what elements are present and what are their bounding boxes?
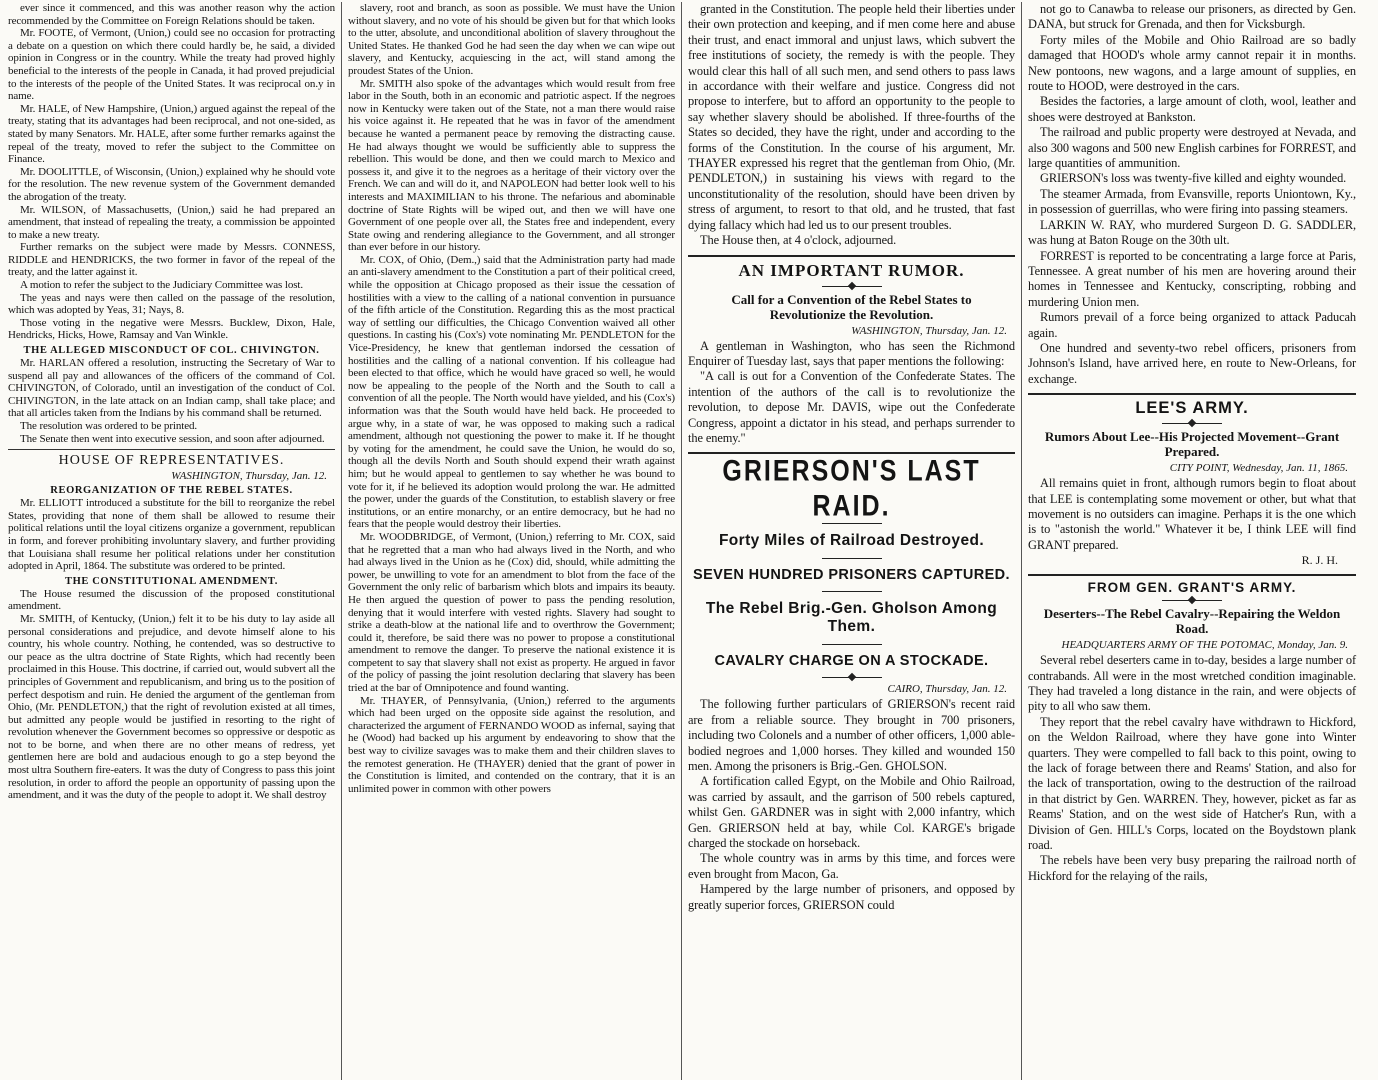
headline-deck: SEVEN HUNDRED PRISONERS CAPTURED. [693,567,1010,584]
article-paragraph: Besides the factories, a large amount of cloth, wool, leather and shoes were destroyed at Bankston. [1028,94,1356,124]
article-paragraph: LARKIN W. RAY, who murdered Surgeon D. G. SADDLER, was hung at Baton Rouge on the 30th ult. [1028,217,1356,248]
headline-deck: The Rebel Brig.-Gen. Gholson Among Them. [705,600,998,636]
article-paragraph: A motion to refer the subject to the Judiciary Committee was lost. [20,279,304,292]
article-paragraph: The House then, at 4 o'clock, adjourned. [700,233,897,248]
headline-deck: CAVALRY CHARGE ON A STOCKADE. [714,653,989,670]
article-paragraph: A gentleman in Washington, who has seen the Richmond Enquirer of Tuesday last, says that paper mentions the following: [688,338,1015,368]
article-paragraph: The Senate then went into executive session, and soon after adjourned. [20,432,325,445]
headline-deck: Rumors About Lee--His Projected Movement--Grant Prepared. [1044,429,1340,460]
article-paragraph: The following further particulars of GRIERSON's recent raid are from a reliable source. They brought in 700 prisoners, including two Colonels and a number of other officers, 1,000 able-bodied negroes and 1,000 horses. They killed and wounded 150 men. Among the prisoners is Brig.-Gen. GHOLSON. [688,697,1015,773]
deck-separator [822,644,882,645]
section-subheading: REORGANIZATION OF THE REBEL STATES. [50,485,293,497]
ornament-separator [1162,600,1222,601]
article-paragraph: The whole country was in arms by this time, and forces were even brought from Macon, Ga. [688,851,1015,881]
article-paragraph: slavery, root and branch, as soon as possible. We must have the Union without slavery, and no vote of his should be given but for that which looks to the utter, absolute, and unconditional abolition of slavery throughout the United States. He thanked God he had seen the day when we can wipe out slavery, and Kentucky, acquiescing in the act, will stand among the proudest States of the Union. [348,2,675,77]
article-paragraph: A fortification called Egypt, on the Mobile and Ohio Railroad, was carried by assault, and the garrison of 500 rebels captured, whilst Gen. GARDNER was in sight with 2,000 infantry, which Gen. GRIERSON held at bay, while Col. KARGE's brigade charged the stockade on horseback. [688,774,1015,850]
deck-separator [822,591,882,592]
article-headline: FROM GEN. GRANT'S ARMY. [1087,580,1297,596]
dateline: HEADQUARTERS ARMY OF THE POTOMAC, Monday, Jan. 9. [1061,639,1348,652]
article-paragraph: Hampered by the large number of prisoners, and opposed by greatly superior forces, GRIERSON could [688,882,1015,912]
article-headline: LEE'S ARMY. [1135,399,1249,418]
column-3 [682,2,1022,1080]
article-paragraph: GRIERSON's loss was twenty-five killed and eighty wounded. [1040,171,1347,186]
article-paragraph: The resolution was ordered to be printed. [20,420,198,432]
article-paragraph: Those voting in the negative were Messrs. Bucklew, Dixon, Hale, Hendricks, Hicks, Howe, Ramsay and Van Winkle. [8,316,335,342]
deck-separator [822,523,882,524]
column-rule [1028,574,1356,576]
article-paragraph: The steamer Armada, from Evansville, reports Uniontown, Ky., in possession of guerrillas, who were firing into passing steamers. [1028,186,1356,217]
section-subheading: THE ALLEGED MISCONDUCT OF COL. CHIVINGTON. [23,345,320,357]
headline-deck: Forty Miles of Railroad Destroyed. [718,532,985,550]
dateline: CAIRO, Thursday, Jan. 12. [887,683,1007,696]
article-paragraph: Mr. HALE, of New Hampshire, (Union,) argued against the repeal of the treaty, stating that its advantages had been reciprocal, and not one-sided, as stated by many Senators. Mr. HALE, after some further remarks against the repeal of the treaty, moved to refer the subject to the Committee on Finance. [8,102,335,166]
article-paragraph: not go to Canawba to release our prisoners, as directed by Gen. DANA, but struck for Grenada, and then for Vicksburgh. [1028,2,1356,32]
headline-deck: Call for a Convention of the Rebel States to Revolutionize the Revolution. [731,291,972,322]
deck-separator [822,558,882,559]
article-paragraph: Mr. SMITH, of Kentucky, (Union,) felt it to be his duty to lay aside all personal considerations and prejudice, and devote himself alone to his country, his whole country. Nothing, he contended, was so destructive to our peace as the ultra doctrine of State Rights, which had recently been proclaimed in this House. This doctrine, if carried out, would subvert all the principles of Government and republicanism, and bring us to the position of perfect despotism and ruin. He denied the argument of the gentleman from Ohio, (Mr. PENDLETON,) that the right of revolution existed at all times, but admitted any people would be justified in resorting to the right of revolution whenever the Government becomes so oppressive or despotic as not to be borne, and when there are no other means of redress, yet gentlemen here are bold and audacious enough to go a step beyond the most ultra Southern fire-eaters. It was the duty of Congress to pass this joint resolution, in order to afford the people an opportunity of passing upon the amendment, and it was the duty of the people to adopt it. We shall destroy [8,612,335,802]
article-paragraph: The railroad and public property were destroyed at Nevada, and also 300 wagons and 500 new English carbines for FORREST, and large quantities of ammunition. [1028,125,1356,171]
article-paragraph: Mr. THAYER, of Pennsylvania, (Union,) referred to the arguments which had been urged on the opposite side against the resolution, and characterized the argument of FERNANDO WOOD as infernal, saying that he (Wood) had backed up his argument by endeavoring to show that the best way to civilize savages was to make them and their children slaves to the remotest generation. He (THAYER) denied that the grant of power in the Constitution is limited, and contended on the contrary, that it is an unlimited power in common with other powers [348,694,675,795]
article-paragraph: The rebels have been very busy preparing the railroad north of Hickford for the relaying of the rails, [1028,853,1356,883]
ornament-separator [822,677,882,678]
ornament-separator [1162,423,1222,424]
dateline: WASHINGTON, Thursday, Jan. 12. [171,470,327,483]
article-headline: AN IMPORTANT RUMOR. [738,260,965,280]
article-paragraph: Several rebel deserters came in to-day, besides a large number of contrabands. All were in the most wretched condition imaginable. They had traveled a long distance in the rain, and were objects of pity to all who saw them. [1028,653,1356,714]
ornament-separator [822,286,882,287]
article-paragraph: FORREST is reported to be concentrating a large force at Paris, Tennessee. A great number of his men are hovering around their homes in Tennessee and Kentucky, conscripting, robbing and murdering Union men. [1028,248,1356,309]
article-paragraph: They report that the rebel cavalry have withdrawn to Hickford, on the Weldon Railroad, where they have gone into Winter quarters. They were compelled to fall back to this point, owing to the lack of forage between there and Reams' Station, and also for the lack of transportation, owing to the destruction of the railroad in that district by Gen. WARREN. They, however, picket as far as Reams' Station, and on the west side of Hatcher's Run, with a Division of Gen. HILL's Corps, located on the Boydstown plank road. [1028,714,1356,853]
article-paragraph: granted in the Constitution. The people held their liberties under their own protection and keeping, and if men come here and abuse their trust, and enact immoral and unjust laws, which subvert the free institutions of society, the remedy is with the people. They would clear this hall of all such men, and send others to pass laws in accordance with their welfare and justice. Congress did not propose to interfere, but to afford an opportunity to the people to say whether slavery should be abolished. If three-fourths of the States so decided, they have the right, under and according to the forms of the Constitution. In the course of his argument, Mr. THAYER expressed his regret that the gentleman from Ohio, (Mr. PENDLETON,) in sustaining his views with regard to the unconstitutionality of the resolution, should have been driven by stress of argument, to resort to that old, and he trusted, that fast dying fallacy which had led us to our present troubles. [688,2,1015,232]
article-paragraph: Mr. WILSON, of Massachusetts, (Union,) said he had prepared an amendment, that instead of repealing the treaty, a commission be appointed to make a new treaty. [8,203,335,241]
article-paragraph: The House resumed the discussion of the proposed constitutional amendment. [8,587,335,613]
article-paragraph: "A call is out for a Convention of the Confederate States. The intention of the authors of the call is to revolutionize the revolution, to depose Mr. DAVIS, wipe out the Confederate Congress, appoint a dictator in his stead, and perhaps surrender to the enemy." [688,369,1015,445]
column-rule [688,255,1015,257]
section-subheading: THE CONSTITUTIONAL AMENDMENT. [65,575,278,587]
column-2 [342,2,682,1080]
article-paragraph: Rumors prevail of a force being organized to attack Paducah again. [1028,310,1356,340]
headline-deck: Deserters--The Rebel Cavalry--Repairing the Weldon Road. [1043,606,1341,637]
article-paragraph: Mr. ELLIOTT introduced a substitute for the bill to reorganize the rebel States, providing that none of them shall be allowed to resume their political relations until the loyal citizens organize a government, republican in form, and forever prohibiting involuntary slavery, and further providing that Louisiana shall resume her political relations under her constitution adopted in April, 1864. The substitute was ordered to be printed. [8,497,335,573]
article-paragraph: ever since it commenced, and this was another reason why the action recommended by the Committee on Foreign Relations should be taken. [8,2,335,27]
article-paragraph: Mr. COX, of Ohio, (Dem.,) said that the Administration party had made an anti-slavery amendment to the Constitution a part of their political creed, while the opposition at Chicago proposed as their issue the cessation of hostilities with a view to the calling of a national convention in pursuance of the fifth article of the Constitution. Regarding this as the most practical way of settling our difficulties, the Chicago Convention waived all other questions. In casting his (Cox's) vote nominating Mr. PENDLETON for the Vice-Presidency, he knew that gentleman indorsed the cessation of hostilities and the calling of a national convention. If his colleague had been elected to that office, which he would have graced so well, he would now be appealing to the people of the North and the South to call a convention of all the people. The North would have yielded, and his (Cox's) information was that the South would have held back. He proceeded to argue why, in a state of war, he was opposed to making such a radical amendment, although not questioning the power to make it. If he thought by voting for the amendment, he could save the Union, he would do so, though all the devils North and South should expend their wrath against him; but he would appeal to gentlemen to say whether he was bound to vote for it, if he believed its adoption would prolong the war. He admitted the power, under the guards of the Constitution, to establish slavery or free institutions, or an entire monarchy, or an entire democracy, but he had no fears that the people would destroy their liberties. [348,253,675,531]
column-1 [2,2,342,1080]
column-4 [1022,2,1362,1080]
dateline: CITY POINT, Wednesday, Jan. 11, 1865. [1169,462,1348,475]
article-paragraph: The yeas and nays were then called on the passage of the resolution, which was adopted by Yeas, 31; Nays, 8. [8,291,335,317]
author-signoff: R. J. H. [1301,553,1338,568]
dateline: WASHINGTON, Thursday, Jan. 12. [851,324,1007,337]
article-paragraph: Mr. HARLAN offered a resolution, instructing the Secretary of War to suspend all pay and allowances of the officers of the command of Col. CHIVINGTON, of Colorado, until an investigation of the conduct of Col. CHIVINGTON, in the late attack on an Indian camp, shall take place; and that all articles taken from the Indians by his command shall be returned. [8,357,335,420]
article-paragraph: Mr. DOOLITTLE, of Wisconsin, (Union,) explained why he should vote for the resolution. The new revenue system of the Government demanded the abrogation of the treaty. [8,165,335,203]
article-paragraph: Mr. SMITH also spoke of the advantages which would result from free labor in the South, both in an economic and patriotic aspect. If the negroes now in Kentucky were taken out of the State, not a man there would raise his voice against it. He repeated that he was in favor of the amendment because he wanted a permanent peace by removing the distracting cause. He had always thought we would be sufficiently able to suppress the rebellion. This would be done, and then we could march to Mexico and possess it, and give it to the negroes as a heritage of their victory over the French. We can and will do it, and NAPOLEON had better look well to his interests and MAXIMILIAN to his throne. The nefarious and abominable doctrine of State Rights will be wiped out, and then we will have one Government of one people over all, the States free and independent, every State owing and rendering allegiance to the Government, and all stronger than ever before in our history. [348,77,675,254]
article-paragraph: Further remarks on the subject were made by Messrs. CONNESS, RIDDLE and HENDRICKS, the two former in favor of the repeal of the treaty, and the latter against it. [8,241,335,279]
article-headline: GRIERSON'S LAST RAID. [722,454,981,523]
article-paragraph: Mr. WOODBRIDGE, of Vermont, (Union,) referring to Mr. COX, said that he regretted that a man who had always lived in the North, and who had always lived in the Union as he (Cox) did, should, while admitting the power, be unwilling to vote for an amendment to blot from the face of the Government the only relic of barbarism which blots and impairs its beauty. He then argued the question of power to pass the pending resolution, denying that it would interfere with vested rights. Slavery had sought to strike a death-blow at the national life and to overthrow the Government; could it, therefore, be said there was no power to propose a constitutional amendment to remove the danger. To preserve the national existence it is competent to say that slavery shall not exist as property. He argued in favor of the policy of passing the joint resolution declaring that slavery has been tried at the bar of Omnipotence and found wanting. [348,530,675,695]
article-paragraph: Forty miles of the Mobile and Ohio Railroad are so badly damaged that HOOD's whole army cannot repair it in months. New pontoons, new wagons, and a large amount of supplies, en route to HOOD, were destroyed in the cars. [1028,32,1356,94]
article-paragraph: Mr. FOOTE, of Vermont, (Union,) could see no occasion for protracting a debate on a question on which there could hardly be, he said, a divided opinion in Congress or in the country. While the treaty had proved highly beneficial to the interests of the people in Canada, it had proved prejudicial to the interests of the people of the United States. It was reciprocal on.y in name. [8,27,335,103]
article-paragraph: All remains quiet in front, although rumors begin to float about that LEE is contemplating some movement or other, but what that movement is no outsiders can imagine. Perhaps it is the one which is to "astonish the world." Whatever it be, I think LEE will find GRANT prepared. [1028,476,1356,552]
article-paragraph: One hundred and seventy-two rebel officers, prisoners from Johnson's Island, have arrived here, en route to New-Orleans, for exchange. [1028,340,1356,386]
section-heading: HOUSE OF REPRESENTATIVES. [8,449,335,469]
column-rule [1028,393,1356,395]
